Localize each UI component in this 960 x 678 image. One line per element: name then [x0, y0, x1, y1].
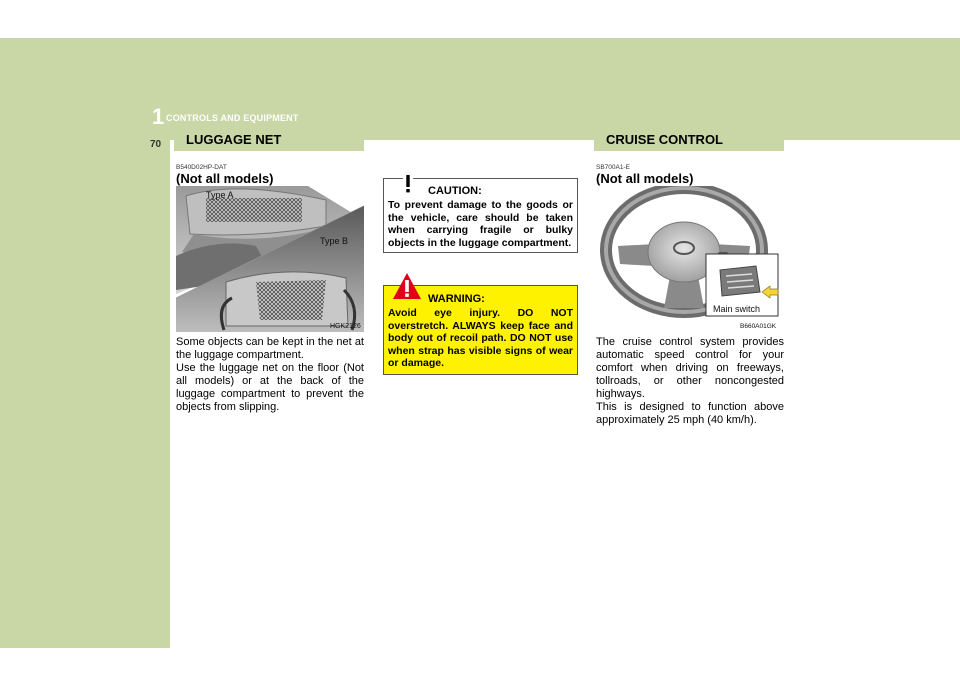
- luggage-net-photo: [176, 186, 364, 332]
- warning-title: WARNING:: [428, 293, 485, 305]
- warning-paragraph: Avoid eye injury. DO NOT overstretch. ALWAYS keep face and body out of recoil path. DO NOT use when strap has visible signs of wear or damage.: [388, 307, 573, 369]
- luggage-paragraph-2: Use the luggage net on the floor (Not all models) or at the back of the luggage compartment to prevent the objects from slipping.: [176, 362, 364, 413]
- caution-box: [383, 178, 578, 253]
- chapter-number: 1: [152, 104, 165, 129]
- warning-box: [383, 285, 578, 375]
- luggage-code: B540D02HP-DAT: [176, 164, 227, 171]
- caution-paragraph: To prevent damage to the goods or the vehicle, care should be taken when carrying fragile or bulky objects in the luggage compartment.: [388, 199, 573, 249]
- cruise-image-code: B660A01GK: [740, 323, 777, 330]
- cruise-body: [596, 336, 784, 427]
- warning-text: [388, 307, 573, 370]
- cruise-paragraph-1: The cruise control system provides automatic speed control for your comfort when driving on freeways, tollroads, or other noncongested highways.: [596, 336, 784, 400]
- warning-exclamation-triangle-icon: [392, 272, 422, 300]
- caution-exclamation-triangle-icon: [394, 169, 422, 195]
- main-switch-callout: Main switch: [713, 304, 761, 314]
- cruise-subtitle: (Not all models): [596, 171, 694, 186]
- cruise-section-title: CRUISE CONTROL: [606, 132, 723, 147]
- cruise-paragraph-2: This is designed to function above approximately 25 mph (40 km/h).: [596, 401, 784, 426]
- luggage-net-illustration: [176, 186, 364, 332]
- caution-title: CAUTION:: [428, 185, 482, 197]
- luggage-paragraph-1: Some objects can be kept in the net at the luggage compartment.: [176, 336, 364, 361]
- luggage-image-code: HGK2126: [330, 323, 361, 330]
- luggage-body: [176, 336, 364, 414]
- type-b-label: Type B: [320, 236, 349, 246]
- luggage-section-title: LUGGAGE NET: [186, 132, 282, 147]
- type-a-label: Type A: [206, 190, 234, 200]
- luggage-subtitle: (Not all models): [176, 171, 274, 186]
- steering-wheel-photo: [596, 186, 784, 332]
- caution-text: [388, 199, 573, 249]
- chapter-title: CONTROLS AND EQUIPMENT: [166, 113, 299, 123]
- page-number: 70: [150, 139, 162, 150]
- cruise-code: SB700A1-E: [596, 164, 630, 171]
